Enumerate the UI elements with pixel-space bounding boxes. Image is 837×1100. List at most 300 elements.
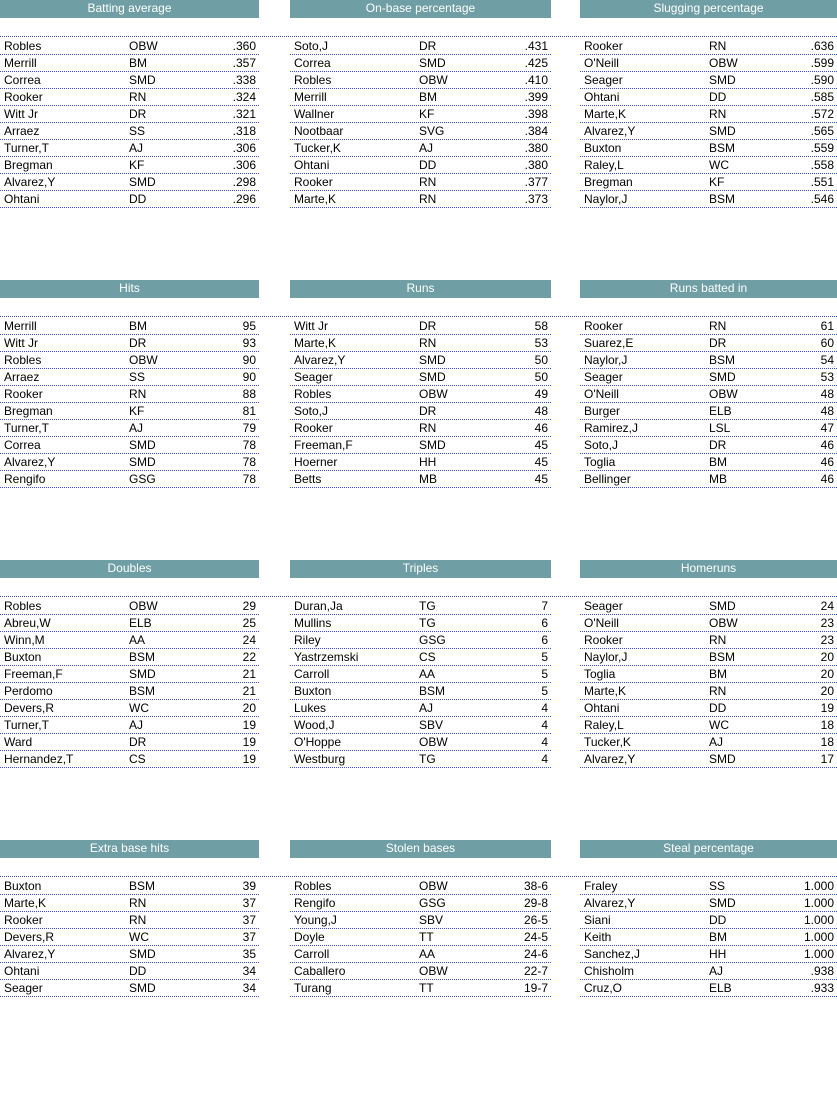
team-code: RN (419, 336, 437, 350)
stat-value: 90 (242, 353, 256, 367)
stat-value: .373 (524, 192, 548, 206)
team-code: SMD (709, 599, 736, 613)
table-row (290, 72, 551, 89)
table-row (0, 420, 259, 437)
panel-title: Doubles (0, 560, 259, 578)
team-code: SMD (129, 947, 156, 961)
table-row (580, 632, 837, 649)
stat-value: 5 (541, 684, 548, 698)
table-row (290, 683, 551, 700)
table-row (580, 878, 837, 895)
player-name: Correa (4, 438, 41, 452)
stat-section (0, 840, 837, 1100)
player-name: Rooker (294, 421, 333, 435)
stat-value: 4 (541, 718, 548, 732)
team-code: SMD (419, 353, 446, 367)
player-name: Alvarez,Y (584, 124, 636, 138)
team-code: BSM (709, 353, 736, 367)
panel-title: Steal percentage (580, 840, 837, 858)
team-code: AA (419, 667, 436, 681)
table-row (290, 734, 551, 751)
stat-value: 6 (541, 616, 548, 630)
player-name: Wood,J (294, 718, 335, 732)
stat-value: 48 (820, 387, 834, 401)
stat-value: 1.000 (803, 896, 834, 910)
table-row (580, 734, 837, 751)
team-code: GSG (419, 633, 446, 647)
player-name: Young,J (294, 913, 337, 927)
team-code: SMD (709, 370, 736, 384)
stat-panel (290, 280, 551, 540)
player-name: Marte,K (584, 684, 627, 698)
stat-value: 24-5 (523, 930, 548, 944)
stat-value: 25 (242, 616, 256, 630)
table-row (0, 751, 259, 768)
table-row (0, 929, 259, 946)
team-code: RN (709, 684, 727, 698)
team-code: WC (129, 701, 149, 715)
team-code: KF (419, 107, 435, 121)
table-row (290, 717, 551, 734)
stat-value: 18 (820, 718, 834, 732)
player-name: Naylor,J (584, 650, 628, 664)
stat-value: 1.000 (803, 879, 834, 893)
stat-panel (290, 840, 551, 1100)
player-name: Betts (294, 472, 322, 486)
table-row (290, 386, 551, 403)
team-code: WC (129, 930, 149, 944)
stat-value: .296 (232, 192, 256, 206)
team-code: RN (419, 192, 437, 206)
table-row (580, 666, 837, 683)
team-code: RN (419, 175, 437, 189)
player-name: Fraley (584, 879, 618, 893)
team-code: TT (419, 981, 434, 995)
player-name: Toglia (584, 455, 616, 469)
table-row (290, 123, 551, 140)
team-code: DD (129, 964, 147, 978)
team-code: SMD (419, 370, 446, 384)
table-row (290, 335, 551, 352)
stat-value: .324 (232, 90, 256, 104)
team-code: SMD (129, 455, 156, 469)
stat-section (0, 0, 837, 260)
stat-value: .933 (810, 981, 834, 995)
stat-value: 78 (242, 472, 256, 486)
player-name: Wallner (294, 107, 335, 121)
table-row (290, 751, 551, 768)
team-code: KF (129, 404, 145, 418)
team-code: OBW (419, 879, 448, 893)
player-name: Bregman (4, 404, 53, 418)
player-name: Ramirez,J (584, 421, 639, 435)
stat-value: .425 (524, 56, 548, 70)
player-name: Turang (294, 981, 332, 995)
table-row (580, 191, 837, 208)
table-row (0, 89, 259, 106)
table-row (0, 437, 259, 454)
stat-value: .410 (524, 73, 548, 87)
stat-value: 18 (820, 735, 834, 749)
team-code: DR (129, 336, 147, 350)
table-row (0, 369, 259, 386)
stat-value: .938 (810, 964, 834, 978)
team-code: RN (129, 387, 147, 401)
stat-value: 4 (541, 735, 548, 749)
player-name: Buxton (4, 650, 42, 664)
team-code: SMD (129, 667, 156, 681)
player-name: Robles (4, 39, 42, 53)
player-name: Nootbaar (294, 124, 344, 138)
stat-value: .572 (810, 107, 834, 121)
player-name: Merrill (294, 90, 327, 104)
team-code: BSM (709, 192, 736, 206)
table-row (0, 352, 259, 369)
player-name: Hernandez,T (4, 752, 74, 766)
table-row (0, 666, 259, 683)
player-name: Turner,T (4, 141, 49, 155)
table-row (580, 420, 837, 437)
table-row (290, 963, 551, 980)
team-code: HH (419, 455, 437, 469)
stat-value: .399 (524, 90, 548, 104)
team-code: OBW (129, 39, 158, 53)
table-row (0, 878, 259, 895)
stat-value: 45 (534, 472, 548, 486)
table-row (290, 649, 551, 666)
player-name: Riley (294, 633, 321, 647)
table-row (580, 157, 837, 174)
player-name: Seager (584, 73, 623, 87)
table-row (580, 123, 837, 140)
stat-value: 35 (242, 947, 256, 961)
team-code: AJ (709, 964, 724, 978)
stat-value: 61 (820, 319, 834, 333)
table-row (290, 980, 551, 997)
team-code: OBW (709, 387, 738, 401)
team-code: SMD (419, 438, 446, 452)
team-code: AJ (129, 421, 144, 435)
stat-value: .357 (232, 56, 256, 70)
player-name: Alvarez,Y (4, 455, 56, 469)
table-row (580, 403, 837, 420)
table-row (0, 895, 259, 912)
stat-panel (290, 560, 551, 820)
table-row (580, 106, 837, 123)
stat-value: .321 (232, 107, 256, 121)
team-code: OBW (419, 964, 448, 978)
stat-value: 5 (541, 667, 548, 681)
player-name: Tucker,K (294, 141, 341, 155)
stat-value: 81 (242, 404, 256, 418)
player-name: Hoerner (294, 455, 338, 469)
table-row (0, 157, 259, 174)
table-row (290, 352, 551, 369)
table-row (290, 454, 551, 471)
team-code: SMD (419, 56, 446, 70)
stat-value: 22-7 (523, 964, 548, 978)
table-row (0, 471, 259, 488)
player-name: Rengifo (294, 896, 336, 910)
team-code: BSM (129, 650, 156, 664)
table-row (0, 649, 259, 666)
player-name: Burger (584, 404, 621, 418)
table-row (0, 123, 259, 140)
stat-value: 79 (242, 421, 256, 435)
player-name: Alvarez,Y (584, 752, 636, 766)
player-name: Arraez (4, 370, 40, 384)
team-code: OBW (709, 56, 738, 70)
team-code: RN (709, 633, 727, 647)
player-name: Yastrzemski (294, 650, 359, 664)
table-row (290, 106, 551, 123)
stat-value: 39 (242, 879, 256, 893)
team-code: ELB (709, 404, 732, 418)
player-name: Carroll (294, 667, 330, 681)
table-row (0, 598, 259, 615)
stat-value: 1.000 (803, 947, 834, 961)
team-code: GSG (129, 472, 156, 486)
stat-value: 26-5 (523, 913, 548, 927)
stat-value: 48 (534, 404, 548, 418)
player-name: Ohtani (584, 701, 620, 715)
stat-value: 23 (820, 616, 834, 630)
player-name: Abreu,W (4, 616, 51, 630)
player-name: Marte,K (294, 192, 337, 206)
stat-value: .546 (810, 192, 834, 206)
stat-value: .565 (810, 124, 834, 138)
player-name: Alvarez,Y (294, 353, 346, 367)
team-code: WC (709, 158, 729, 172)
player-name: Tucker,K (584, 735, 631, 749)
stat-value: .558 (810, 158, 834, 172)
player-name: Doyle (294, 930, 325, 944)
table-row (580, 963, 837, 980)
stat-value: .380 (524, 158, 548, 172)
stat-value: 60 (820, 336, 834, 350)
table-row (290, 403, 551, 420)
team-code: RN (129, 90, 147, 104)
team-code: SS (129, 370, 146, 384)
stat-panel (580, 560, 837, 820)
stat-value: 78 (242, 438, 256, 452)
team-code: BSM (129, 879, 156, 893)
team-code: DR (129, 735, 147, 749)
team-code: BM (419, 90, 437, 104)
player-name: Cruz,O (584, 981, 623, 995)
player-name: Rengifo (4, 472, 46, 486)
player-name: Robles (294, 387, 332, 401)
stat-value: 46 (820, 438, 834, 452)
table-row (290, 174, 551, 191)
stat-panel (580, 0, 837, 260)
team-code: ELB (709, 981, 732, 995)
table-row (290, 615, 551, 632)
stat-value: 24 (820, 599, 834, 613)
team-code: MB (419, 472, 437, 486)
table-row (290, 191, 551, 208)
stat-value: 37 (242, 896, 256, 910)
player-name: Turner,T (4, 421, 49, 435)
player-name: Bregman (4, 158, 53, 172)
team-code: SMD (129, 438, 156, 452)
player-name: Seager (4, 981, 43, 995)
stat-value: .306 (232, 158, 256, 172)
player-name: Ohtani (294, 158, 330, 172)
table-row (580, 649, 837, 666)
panel-title: Batting average (0, 0, 259, 18)
team-code: CS (419, 650, 436, 664)
table-row (290, 632, 551, 649)
stat-value: 90 (242, 370, 256, 384)
team-code: BM (129, 319, 147, 333)
team-code: OBW (419, 735, 448, 749)
team-code: DD (709, 701, 727, 715)
player-name: Lukes (294, 701, 327, 715)
team-code: OBW (129, 353, 158, 367)
stat-value: 49 (534, 387, 548, 401)
player-name: Merrill (4, 319, 37, 333)
stat-value: 95 (242, 319, 256, 333)
table-row (0, 454, 259, 471)
player-name: Siani (584, 913, 611, 927)
team-code: SMD (129, 73, 156, 87)
stat-value: .559 (810, 141, 834, 155)
stat-value: 46 (534, 421, 548, 435)
player-name: Rooker (584, 633, 623, 647)
player-name: Mullins (294, 616, 332, 630)
player-name: Bellinger (584, 472, 631, 486)
table-row (580, 38, 837, 55)
stat-value: .384 (524, 124, 548, 138)
stat-value: 54 (820, 353, 834, 367)
player-name: Robles (294, 879, 332, 893)
team-code: AA (419, 947, 436, 961)
table-row (580, 598, 837, 615)
panel-title: Runs batted in (580, 280, 837, 298)
stat-value: .298 (232, 175, 256, 189)
table-row (0, 700, 259, 717)
team-code: DR (419, 39, 437, 53)
team-code: GSG (419, 896, 446, 910)
stat-value: 29-8 (523, 896, 548, 910)
team-code: SMD (709, 896, 736, 910)
player-name: Marte,K (294, 336, 337, 350)
player-name: Rooker (4, 90, 43, 104)
stat-value: .338 (232, 73, 256, 87)
stat-value: 50 (534, 370, 548, 384)
team-code: AJ (129, 141, 144, 155)
team-code: DR (129, 107, 147, 121)
table-row (580, 72, 837, 89)
player-name: Duran,Ja (294, 599, 343, 613)
stat-value: .306 (232, 141, 256, 155)
team-code: DD (709, 90, 727, 104)
table-row (0, 72, 259, 89)
player-name: O'Hoppe (294, 735, 341, 749)
stat-value: 46 (820, 472, 834, 486)
stat-value: 1.000 (803, 930, 834, 944)
team-code: AJ (419, 701, 434, 715)
table-row (0, 963, 259, 980)
player-name: Seager (584, 599, 623, 613)
team-code: ELB (129, 616, 152, 630)
player-name: Devers,R (4, 930, 55, 944)
table-row (290, 946, 551, 963)
team-code: BM (709, 455, 727, 469)
stat-value: .398 (524, 107, 548, 121)
team-code: RN (129, 896, 147, 910)
table-row (580, 386, 837, 403)
player-name: Freeman,F (4, 667, 63, 681)
stat-value: 37 (242, 913, 256, 927)
team-code: BSM (419, 684, 446, 698)
stat-value: .636 (810, 39, 834, 53)
player-name: Chisholm (584, 964, 635, 978)
player-name: O'Neill (584, 616, 619, 630)
player-name: Buxton (4, 879, 42, 893)
stat-value: 6 (541, 633, 548, 647)
player-name: Correa (294, 56, 331, 70)
team-code: MB (709, 472, 727, 486)
table-row (290, 598, 551, 615)
team-code: HH (709, 947, 727, 961)
stat-panel (0, 0, 259, 260)
player-name: Ohtani (584, 90, 620, 104)
table-row (0, 912, 259, 929)
team-code: SMD (709, 73, 736, 87)
stat-value: 53 (820, 370, 834, 384)
table-row (580, 946, 837, 963)
table-row (580, 352, 837, 369)
team-code: OBW (419, 387, 448, 401)
table-row (0, 318, 259, 335)
team-code: RN (419, 421, 437, 435)
stat-section (0, 280, 837, 540)
player-name: Raley,L (584, 158, 624, 172)
team-code: SMD (129, 175, 156, 189)
table-row (0, 191, 259, 208)
player-name: Carroll (294, 947, 330, 961)
player-name: Merrill (4, 56, 37, 70)
stat-value: 4 (541, 701, 548, 715)
team-code: AJ (129, 718, 144, 732)
table-row (580, 980, 837, 997)
table-row (290, 369, 551, 386)
team-code: AA (129, 633, 146, 647)
table-row (0, 632, 259, 649)
panel-title: Hits (0, 280, 259, 298)
player-name: Devers,R (4, 701, 55, 715)
team-code: KF (709, 175, 725, 189)
player-name: Robles (4, 353, 42, 367)
stat-value: .599 (810, 56, 834, 70)
table-row (580, 912, 837, 929)
stat-value: 93 (242, 336, 256, 350)
player-name: Keith (584, 930, 612, 944)
table-row (0, 335, 259, 352)
team-code: DD (419, 158, 437, 172)
table-row (0, 38, 259, 55)
player-name: Toglia (584, 667, 616, 681)
table-row (0, 717, 259, 734)
stat-value: 4 (541, 752, 548, 766)
stat-panel (0, 560, 259, 820)
table-row (580, 751, 837, 768)
table-row (0, 683, 259, 700)
player-name: Bregman (584, 175, 633, 189)
team-code: DD (709, 913, 727, 927)
